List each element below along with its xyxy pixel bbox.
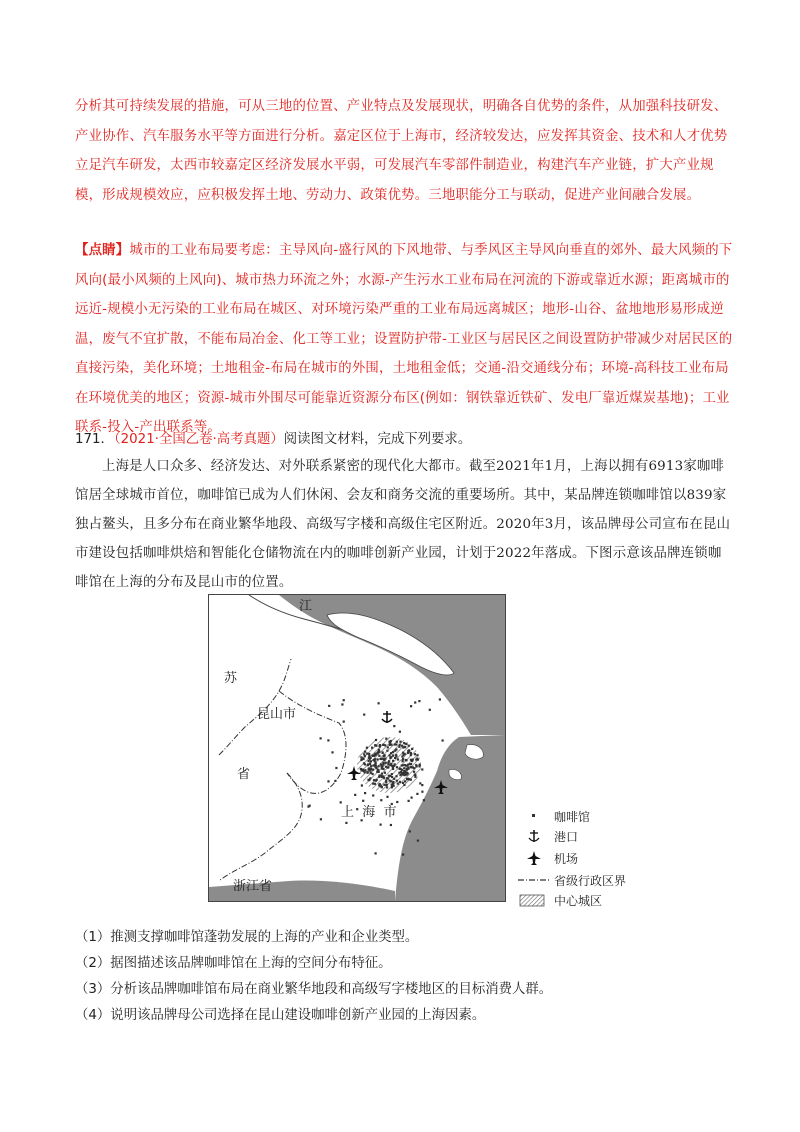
coffee-shop-dot (414, 776, 416, 778)
coffee-shop-dot (394, 743, 396, 745)
coffee-shop-dot (375, 745, 377, 747)
coffee-shop-dot (387, 746, 389, 748)
coffee-shop-dot (410, 705, 412, 707)
coffee-shop-dot (335, 767, 337, 769)
coffee-shop-dot (398, 772, 400, 774)
coffee-shop-dot (328, 705, 330, 707)
coffee-shop-dot (375, 762, 377, 764)
question-3: （3）分析该品牌咖啡馆布局在商业繁华地段和高级写字楼地区的目标消费人群。 (75, 982, 553, 997)
coffee-shop-dot (399, 781, 401, 783)
coffee-shop-dot (393, 725, 395, 727)
coffee-shop-dot (343, 721, 345, 723)
coffee-shop-dot (382, 762, 384, 764)
coffee-shop-dot (360, 759, 362, 761)
coffee-shop-dot (414, 701, 416, 703)
coffee-shop-dot (386, 784, 388, 786)
coffee-shop-dot (397, 758, 399, 760)
legend-item-center: 中心城区 (516, 892, 646, 910)
coffee-shop-dot (388, 741, 390, 743)
coffee-shop-dot (396, 780, 398, 782)
coffee-shop-dot (368, 769, 370, 771)
coffee-shop-dot (421, 768, 423, 770)
province-boundary (219, 659, 302, 881)
coffee-shop-dot (368, 767, 370, 769)
coffee-shop-dot (364, 792, 366, 794)
coffee-shop-dot (362, 769, 364, 771)
coffee-shop-dot (374, 766, 376, 768)
coffee-shop-dot (382, 744, 384, 746)
coffee-shop-dot (385, 762, 387, 764)
coffee-shop-dot (375, 780, 377, 782)
coffee-shop-dot (361, 784, 363, 786)
coffee-shop-dot (345, 822, 347, 824)
coffee-shop-dot (378, 784, 380, 786)
coffee-shop-dot (383, 784, 385, 786)
coffee-shop-dot (383, 759, 385, 761)
coffee-shop-dot (397, 783, 399, 785)
coffee-shop-dot (405, 759, 407, 761)
coffee-shop-dot (371, 747, 373, 749)
coffee-shop-dot (391, 783, 393, 785)
coffee-shop-dot (372, 754, 374, 756)
dot-icon (516, 808, 552, 824)
coffee-shop-dot (390, 824, 392, 826)
coffee-shop-dot (393, 778, 395, 780)
coffee-shop-dot (381, 786, 383, 788)
coffee-shop-dot (380, 775, 382, 777)
coffee-shop-dot (409, 830, 411, 832)
coffee-shop-dot (396, 766, 398, 768)
coffee-shop-dot (382, 768, 384, 770)
tip-text: 城市的工业布局要考虑：主导风向-盛行风的下风地带、与季风区主导风向垂直的郊外、最大风频的下风向(最小风频的上风向)、城市热力环流之外；水源-产生污水工业布局在河流的下游或靠近水源；距离城市的远近-规模小无污染的工业布局在城区、对环境污染严重的工业布局远离城区；地形-山谷、盆地地形易形成逆温，废气不宜扩散，不能布局冶金、化工等工业；设置防护带-工业区与居民区之间设置防护带减少对居民区的直接污染，美化环境；土地租金-布局在城市的外围，土地租金低；交通-沿交通线分布；环境-高科技工业布局在环境优美的地区；资源-城市外围尽可能靠近资源分布区(例如：钢铁靠近铁矿、发电厂靠近煤炭基地)；工业联系-投入-产出联系等。 (75, 243, 733, 435)
question-number: 171． (75, 432, 114, 447)
coffee-shop-dot (370, 760, 372, 762)
coffee-shop-dot (386, 786, 388, 788)
coffee-shop-dot (392, 767, 394, 769)
coffee-shop-dot (407, 750, 409, 752)
coffee-shop-dot (391, 765, 393, 767)
coffee-shop-dot (376, 758, 378, 760)
coffee-shop-dot (384, 754, 386, 756)
coffee-shop-dot (404, 780, 406, 782)
coffee-shop-dot (392, 760, 394, 762)
coffee-shop-dot (368, 760, 370, 762)
coffee-shop-dot (403, 767, 405, 769)
label-shanghai: 上 海 市 (341, 805, 397, 820)
coffee-shop-dot (439, 698, 441, 700)
coffee-shop-dot (360, 768, 362, 770)
coffee-shop-dot (404, 764, 406, 766)
coffee-shop-dot (379, 745, 381, 747)
coffee-shop-dot (390, 756, 392, 758)
coffee-shop-dot (429, 709, 431, 711)
coffee-shop-dot (395, 775, 397, 777)
coffee-shop-dot (410, 759, 412, 761)
coffee-shop-dot (377, 769, 379, 771)
coffee-shop-dot (331, 751, 333, 753)
coffee-shop-dot (391, 786, 393, 788)
coffee-shop-dot (389, 780, 391, 782)
coffee-shop-dot (409, 763, 411, 765)
coffee-shop-dot (381, 758, 383, 760)
question-1: （1）推测支撑咖啡馆蓬勃发展的上海的产业和企业类型。 (75, 930, 419, 945)
coffee-shop-dot (414, 753, 416, 755)
coffee-shop-dot (417, 759, 419, 761)
coffee-shop-dot (405, 743, 407, 745)
coffee-shop-dot (378, 776, 380, 778)
coffee-shop-dot (384, 744, 386, 746)
coffee-shop-dot (374, 753, 376, 755)
coffee-shop-dot (334, 780, 336, 782)
coffee-shop-dot (381, 766, 383, 768)
coffee-shop-dot (416, 754, 418, 756)
label-kunshan: 昆山市 (257, 707, 297, 722)
coffee-shop-dot (360, 756, 362, 758)
coffee-shop-dot (403, 742, 405, 744)
coffee-shop-dot (370, 765, 372, 767)
coffee-shop-dot (401, 773, 403, 775)
coffee-shop-dot (369, 777, 371, 779)
coffee-shop-dot (363, 753, 365, 755)
label-su: 苏 (224, 671, 238, 686)
coffee-shop-dot (364, 755, 366, 757)
coffee-shop-dot (386, 750, 388, 752)
coffee-shop-dot (366, 747, 368, 749)
coffee-shop-dot (411, 748, 413, 750)
label-sheng: 省 (237, 767, 251, 782)
coffee-shop-dot (413, 767, 415, 769)
question-source: （2021·全国乙卷·高考真题） (113, 432, 284, 447)
coffee-shop-dot (363, 714, 365, 716)
coffee-shop-dot (368, 755, 370, 757)
coffee-shop-dot (390, 752, 392, 754)
coffee-shop-dot (378, 765, 380, 767)
coffee-shop-dot (442, 739, 444, 741)
coffee-shop-dot (382, 775, 384, 777)
coffee-shop-dot (375, 739, 377, 741)
coffee-shop-dot (402, 854, 404, 856)
legend-item-coffee: 咖啡馆 (516, 808, 646, 826)
coffee-shop-dot (410, 754, 412, 756)
coffee-shop-dot (320, 737, 322, 739)
label-jiang: 江 (299, 599, 313, 614)
coffee-shop-dot (408, 745, 410, 747)
coffee-shop-dot (368, 753, 370, 755)
coffee-shop-dot (369, 763, 371, 765)
hatch-box-icon (516, 892, 552, 908)
coffee-shop-dot (394, 750, 396, 752)
coffee-shop-dot (402, 746, 404, 748)
question-header (75, 425, 471, 454)
coffee-shop-dot (391, 773, 393, 775)
coffee-shop-dot (387, 763, 389, 765)
coffee-shop-dot (399, 741, 401, 743)
coffee-shop-dot (402, 764, 404, 766)
coffee-shop-dot (412, 759, 414, 761)
analysis-paragraph: 分析其可持续发展的措施，可从三地的位置、产业特点及发展现状，明确各自优势的条件，从加强科技研发、产业协作、汽车服务水平等方面进行分析。嘉定区位于上海市，经济较发达，应发挥其资金、技术和人才优势立足汽车研发，太西市较嘉定区经济发展水平弱，可发展汽车零部件制造业，构建汽车产业链，扩大产业规模，形成规模效应，应积极发挥土地、劳动力、政策优势。三地职能分工与联动，促进产业间融合发展。 (75, 99, 728, 203)
coffee-shop-dot (396, 741, 398, 743)
coffee-shop-dot (421, 784, 423, 786)
coffee-shop-dot (421, 791, 423, 793)
coffee-shop-dot (372, 769, 374, 771)
coffee-shop-dot (392, 781, 394, 783)
coffee-shop-dot (381, 773, 383, 775)
airplane-icon (516, 850, 552, 866)
coffee-shop-dot (378, 702, 380, 704)
legend-item-port: 港口 (516, 828, 646, 846)
coffee-shop-dot (384, 772, 386, 774)
coffee-shop-dot (343, 699, 345, 701)
coffee-shop-dot (374, 758, 376, 760)
coffee-shop-dot (406, 778, 408, 780)
coffee-shop-dot (399, 744, 401, 746)
coffee-shop-dot (419, 782, 421, 784)
question-instruction: 阅读图文材料，完成下列要求。 (283, 432, 472, 447)
coffee-shop-dot (418, 700, 420, 702)
coffee-shop-dot (410, 752, 412, 754)
coffee-shop-dot (413, 771, 415, 773)
port-symbol-1 (382, 711, 392, 723)
coffee-shop-dot (392, 754, 394, 756)
coffee-shop-dot (366, 753, 368, 755)
coffee-shop-dot (372, 783, 374, 785)
coffee-shop-dot (327, 739, 329, 741)
coffee-shop-dot (380, 763, 382, 765)
coffee-shop-dot (372, 794, 374, 796)
question-2: （2）据图描述该品牌咖啡馆在上海的空间分布特征。 (75, 956, 392, 971)
coffee-shop-dot (386, 777, 388, 779)
coffee-shop-dot (395, 754, 397, 756)
coffee-shop-dot (378, 755, 380, 757)
coffee-shop-dot (364, 769, 366, 771)
coffee-shop-dot (416, 765, 418, 767)
coffee-shop-dot (411, 766, 413, 768)
map-graphic (209, 595, 505, 901)
coffee-shop-dot (394, 763, 396, 765)
coffee-shop-dot (402, 752, 404, 754)
coffee-shop-dot (364, 751, 366, 753)
coffee-shop-dot (378, 771, 380, 773)
coffee-shop-dot (377, 751, 379, 753)
coffee-shop-dot (367, 763, 369, 765)
coffee-shop-dot (414, 774, 416, 776)
coffee-shop-dot (403, 784, 405, 786)
coffee-shop-dot (406, 768, 408, 770)
coffee-shop-dot (380, 824, 382, 826)
coffee-shop-dot (402, 760, 404, 762)
coffee-shop-dot (419, 765, 421, 767)
coffee-shop-dot (402, 754, 404, 756)
coffee-shop-dot (408, 800, 410, 802)
coffee-shop-dot (392, 751, 394, 753)
coffee-shop-dot (388, 760, 390, 762)
coffee-shop-dot (399, 731, 401, 733)
coffee-shop-dot (327, 780, 329, 782)
coffee-shop-dot (378, 749, 380, 751)
coffee-shop-dot (385, 766, 387, 768)
coffee-shop-dot (389, 744, 391, 746)
coffee-shop-dot (320, 818, 322, 820)
coffee-shop-dot (385, 738, 387, 740)
question-material: 上海是人口众多、经济发达、对外联系紧密的现代化大都市。截至2021年1月，上海以拥有6913家咖啡馆居全球城市首位，咖啡馆已成为人们休闲、会友和商务交流的重要场所。其中，某品牌连锁咖啡馆以839家独占鳌头，且多分布在商业繁华地段、高级写字楼和高级住宅区附近。2020年3月，该品牌母公司宣布在昆山市建设包括咖啡烘焙和智能化仓储物流在内的咖啡创新产业园，计划于2022年落成。下图示意该品牌连锁咖啡馆在上海的分布及昆山市的位置。 (75, 459, 731, 590)
legend-item-airport: 机场 (516, 850, 646, 868)
coffee-shop-dot (399, 768, 401, 770)
coffee-shop-dot (372, 773, 374, 775)
anchor-icon (516, 828, 552, 844)
coffee-shop-dot (394, 757, 396, 759)
coffee-shop-dot (307, 806, 309, 808)
coffee-shop-dot (372, 764, 374, 766)
coffee-shop-dot (416, 793, 418, 795)
coffee-shop-dot (390, 763, 392, 765)
coffee-shop-dot (410, 779, 412, 781)
dash-dot-line-icon (516, 872, 552, 888)
coffee-shop-dot (407, 772, 409, 774)
tip-paragraph (75, 236, 735, 443)
coffee-shop-dot (398, 746, 400, 748)
shanghai-map (208, 594, 506, 902)
label-zhejiang: 浙江省 (233, 879, 273, 894)
coffee-shop-dot (373, 779, 375, 781)
coffee-shop-dot (375, 852, 377, 854)
legend-item-boundary: 省级行政区界 (516, 872, 646, 890)
coffee-shop-dot (366, 772, 368, 774)
coffee-shop-dot (411, 797, 413, 799)
coffee-shop-dot (402, 758, 404, 760)
coffee-shop-dot (382, 751, 384, 753)
coffee-shop-dot (385, 781, 387, 783)
coffee-shop-dot (423, 799, 425, 801)
coffee-shop-dot (417, 840, 419, 842)
coffee-shop-dot (402, 782, 404, 784)
coffee-shop-dot (369, 758, 371, 760)
coffee-shop-dot (341, 703, 343, 705)
coffee-shop-dot (363, 762, 365, 764)
question-4: （4）说明该品牌母公司选择在昆山建设咖啡创新产业园的上海因素。 (75, 1008, 486, 1023)
tip-label: 【点睛】 (75, 243, 130, 258)
coffee-shop-dot (354, 794, 356, 796)
coffee-shop-dot (370, 772, 372, 774)
coffee-shop-dot (401, 769, 403, 771)
coffee-shop-dot (386, 796, 388, 798)
